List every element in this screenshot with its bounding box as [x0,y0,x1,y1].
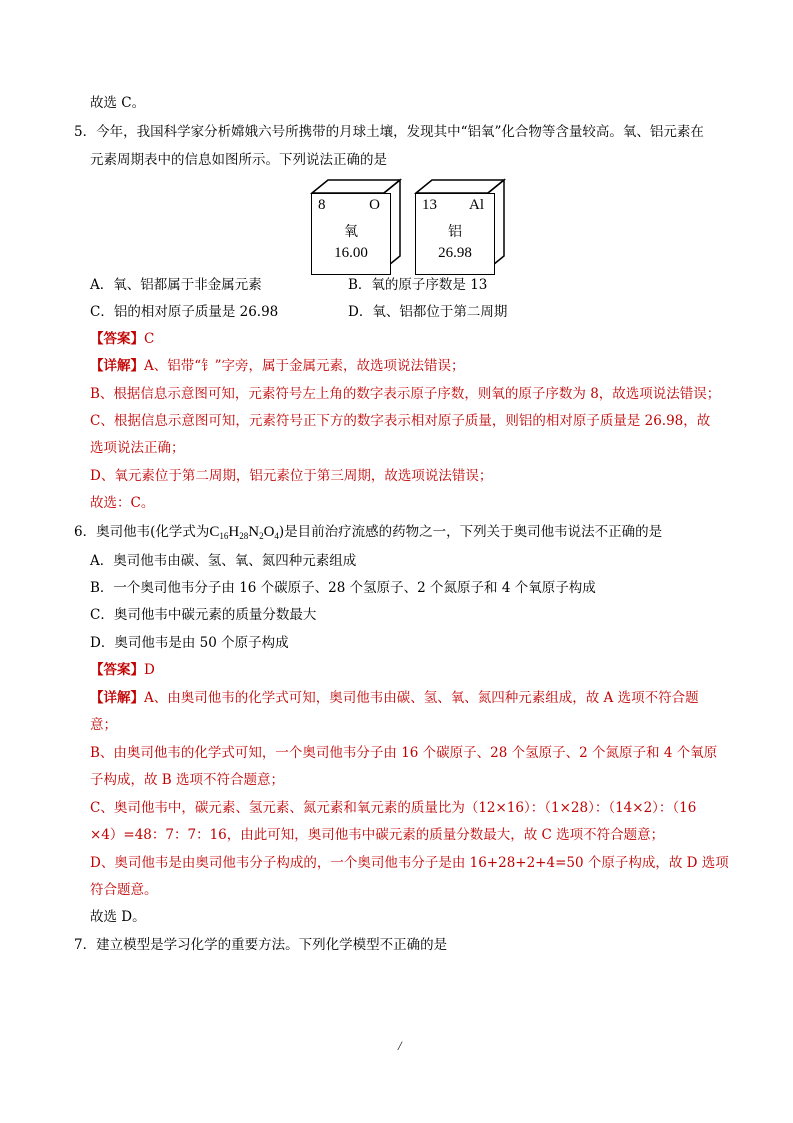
oxygen-atomic-mass: 16.00 [334,245,368,261]
aluminum-name: 铝 [448,224,462,240]
q5-answer [90,329,154,349]
aluminum-atomic-number: 13 [422,197,437,213]
q6-option-c: C．奥司他韦中碳元素的质量分数最大 [90,607,317,623]
q6-answer [90,660,155,680]
q6-detail-2a: B、由奥司他韦的化学式可知，一个奥司他韦分子由 16 个碳原子、28 个氢原子、2 个氮原子和 4 个氧原 [90,745,718,761]
q6-detail-3b: ×4）=48：7：7：16，由此可知，奥司他韦中碳元素的质量分数最大，故 C 选项不符合题意； [90,827,665,843]
q6-option-b: B．一个奥司他韦分子由 16 个碳原子、28 个氢原子、2 个氮原子和 4 个氧原子构成 [90,580,596,596]
q6-detail-1a [90,688,699,708]
q4-conclusion: 故选 C。 [90,95,146,111]
q5-answer-tag: 【答案】 [90,331,144,347]
oseltamivir-formula: $C_{16}H_{28}N_2O_4$ [209,524,279,541]
q6-conclusion: 故选 D。 [90,909,146,925]
q5-option-d: D．氧、铝都位于第二周期 [348,304,508,320]
q6-stem-post: )是目前治疗流感的药物之一，下列关于奥司他韦说法不正确的是 [278,524,663,540]
aluminum-atomic-mass: 26.98 [438,245,472,261]
aluminum-element-card [415,193,495,275]
oxygen-atomic-number: 8 [318,197,326,213]
q5-detail-tag: 【详解】 [90,358,144,374]
q5-detail-3a: C、根据信息示意图可知，元素符号正下方的数字表示相对原子质量，则铝的相对原子质量是 26.98，故 [90,413,711,429]
q5-stem-line1: 5．今年，我国科学家分析嫦娥六号所携带的月球土壤，发现其中“铝氧”化合物等含量较高。氧、铝元素在 [74,124,704,140]
q6-stem-pre: 6．奥司他韦(化学式为 [74,524,210,540]
q6-option-a: A．奥司他韦由碳、氢、氧、氮四种元素组成 [90,553,357,569]
q5-stem-line2: 元素周期表中的信息如图所示。下列说法正确的是 [90,152,387,168]
q6-answer-value: D [144,662,155,678]
q5-detail-3b: 选项说法正确； [90,440,185,456]
oxygen-symbol: O [369,197,380,213]
q5-conclusion: 故选：C。 [90,495,155,511]
q6-detail-1b: 意； [90,717,117,733]
q5-answer-value: C [144,331,155,347]
q5-detail-2: B、根据信息示意图可知，元素符号左上角的数字表示原子序数，则氧的原子序数为 8，故选项说法错误； [90,386,721,402]
q6-detail-4b: 符合题意。 [90,882,158,898]
q5-detail-1 [90,356,465,376]
page-number: / [398,1038,402,1053]
q6-detail-2b: 子构成，故 B 选项不符合题意； [90,772,285,788]
q7-stem: 7．建立模型是学习化学的重要方法。下列化学模型不正确的是 [74,937,448,953]
q5-detail-1-text: A、铝带“钅”字旁，属于金属元素，故选项说法错误； [144,358,465,374]
q6-option-d: D．奥司他韦是由 50 个原子构成 [90,635,289,651]
q6-detail-tag: 【详解】 [90,690,144,706]
q6-stem [74,522,662,546]
q5-option-b: B．氧的原子序数是 13 [348,277,488,293]
oxygen-name: 氧 [344,224,358,240]
q5-option-c: C．铝的相对原子质量是 26.98 [90,304,279,320]
q6-answer-tag: 【答案】 [90,662,144,678]
q6-detail-3a: C、奥司他韦中，碳元素、氢元素、氮元素和氧元素的质量比为（12×16）：（1×28）：（14×2）：（16 [90,800,697,816]
aluminum-symbol: Al [469,197,484,213]
q5-detail-4: D、氧元素位于第二周期，铝元素位于第三周期，故选项说法错误； [90,468,493,484]
q6-detail-4a: D、奥司他韦是由奥司他韦分子构成的，一个奥司他韦分子是由 16+28+2+4=50 个原子构成，故 D 选项 [90,855,729,871]
q5-option-a: A．氧、铝都属于非金属元素 [90,277,262,293]
q6-detail-1a-text: A、由奥司他韦的化学式可知，奥司他韦由碳、氢、氧、氮四种元素组成，故 A 选项不符合题 [144,690,699,706]
oxygen-element-card [311,193,391,275]
